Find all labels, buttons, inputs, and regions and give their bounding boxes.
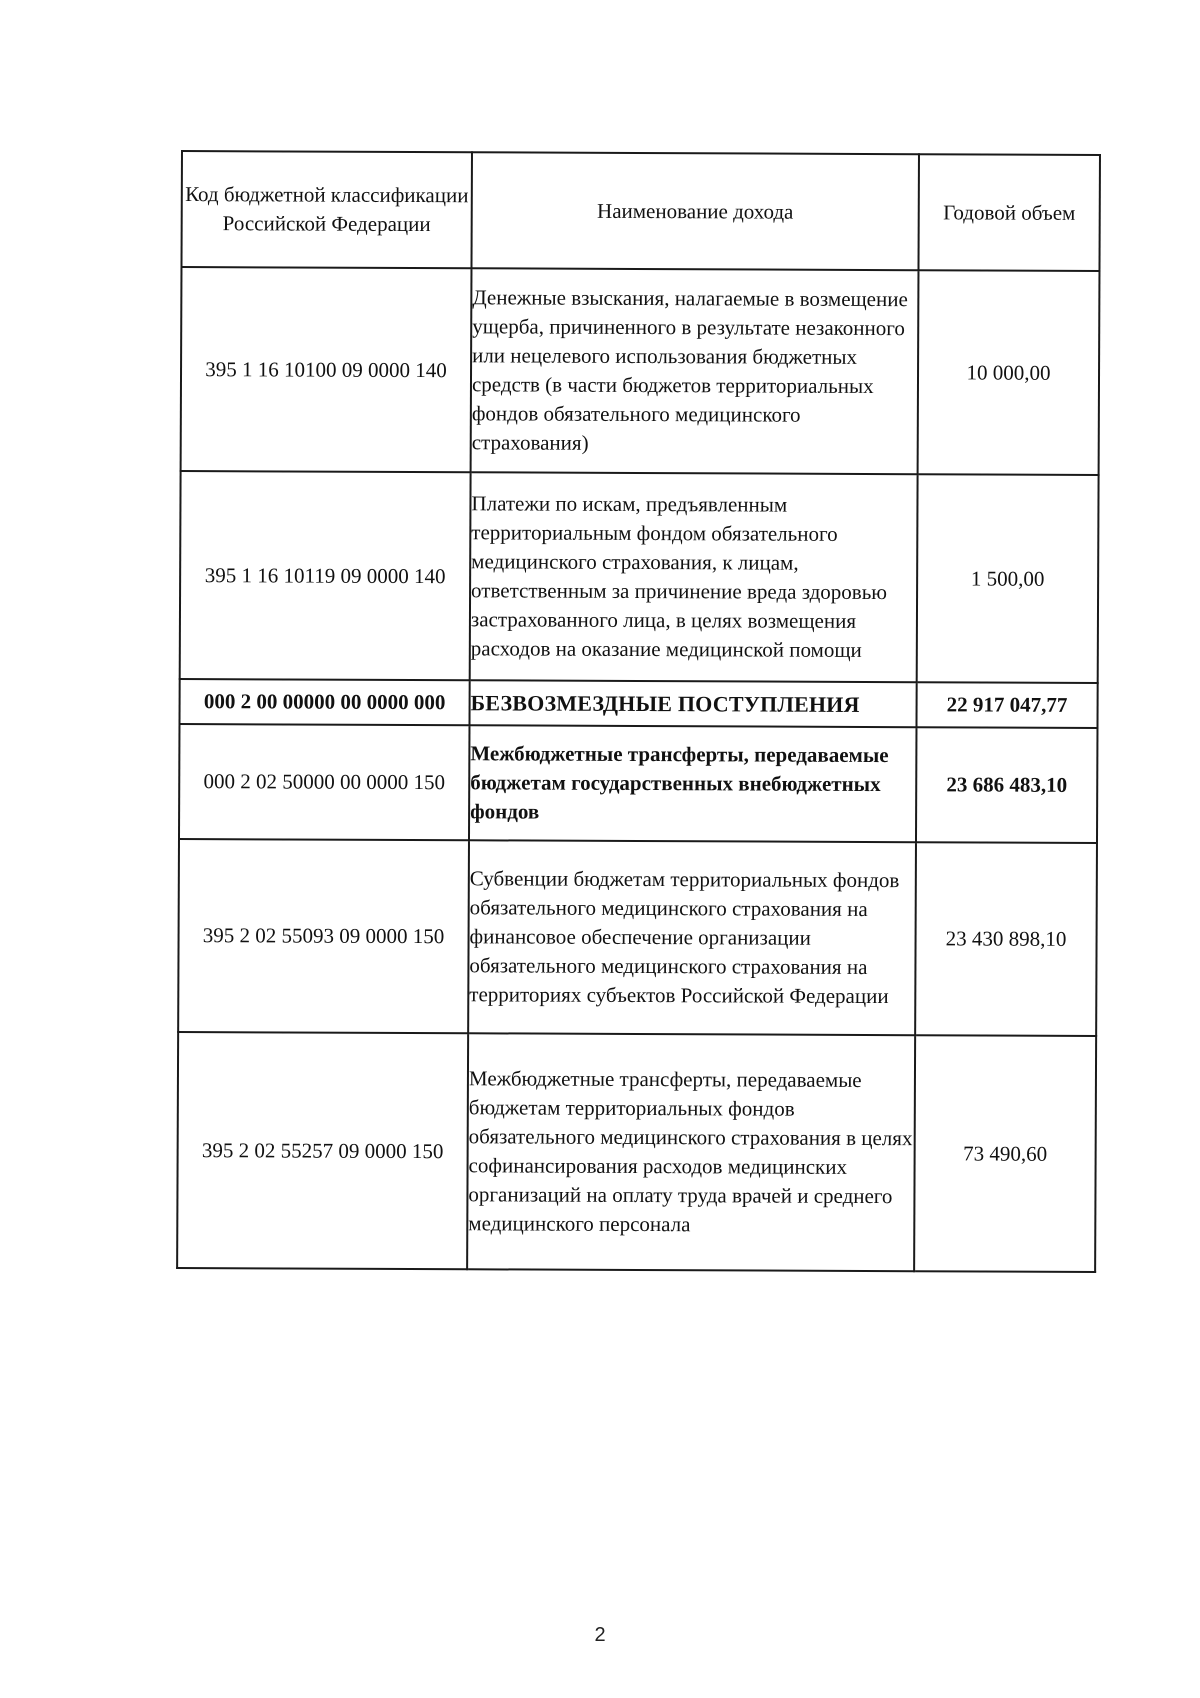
page-number: 2 [594,1624,606,1646]
table-row [178,839,1097,1036]
row-name: Межбюджетные трансферты, передаваемые бюджетам территориальных фондов обязательного медицинского страхования в целях софинансирования расходов медицинских организаций на оплату труда врачей и среднего медицинского персонала [467,1033,915,1271]
row-volume: 23 686 483,10 [916,727,1098,843]
income-table [176,150,1101,1273]
table-row-total [179,679,1097,728]
row-code: 000 2 02 50000 00 0000 150 [179,724,469,840]
header-volume: Годовой объем [918,154,1100,271]
row-name: БЕЗВОЗМЕЗДНЫЕ ПОСТУПЛЕНИЯ [469,680,916,727]
header-code: Код бюджетной классификации Российской Федерации [181,151,472,268]
header-name: Наименование дохода [471,152,919,270]
table-row [180,471,1099,683]
row-volume: 23 430 898,10 [915,842,1097,1036]
row-code: 395 1 16 10119 09 0000 140 [180,471,471,680]
table-header-row [181,151,1099,271]
table-row [177,1032,1096,1272]
table-row-subtotal [179,724,1097,843]
row-name: Межбюджетные трансферты, передаваемые бюджетам государственных внебюджетных фондов [469,725,916,842]
row-volume: 22 917 047,77 [916,682,1097,728]
row-volume: 10 000,00 [918,270,1100,475]
row-code: 395 1 16 10100 09 0000 140 [181,267,472,472]
row-volume: 73 490,60 [914,1035,1096,1272]
row-code: 395 2 02 55093 09 0000 150 [178,839,469,1033]
row-code: 395 2 02 55257 09 0000 150 [177,1032,468,1269]
table-row [181,267,1100,475]
row-name: Денежные взыскания, налагаемые в возмещение ущерба, причиненного в результате незаконного или нецелевого использования бюджетных средств (в части бюджетов территориальных фондов обязательного медицинского страхования) [471,268,919,474]
row-name: Платежи по искам, предъявленным территориальным фондом обязательного медицинского страхования, к лицам, ответственным за причинение вреда здоровью застрахованного лица, в целях возмещения расходов на оказание медицинской помощи [470,472,918,682]
row-code: 000 2 00 00000 00 0000 000 [179,679,469,725]
row-name: Субвенции бюджетам территориальных фондов обязательного медицинского страхования на финансовое обеспечение организации обязательного медицинского страхования на территориях субъектов Российской Федерации [468,840,916,1035]
row-volume: 1 500,00 [917,474,1099,683]
